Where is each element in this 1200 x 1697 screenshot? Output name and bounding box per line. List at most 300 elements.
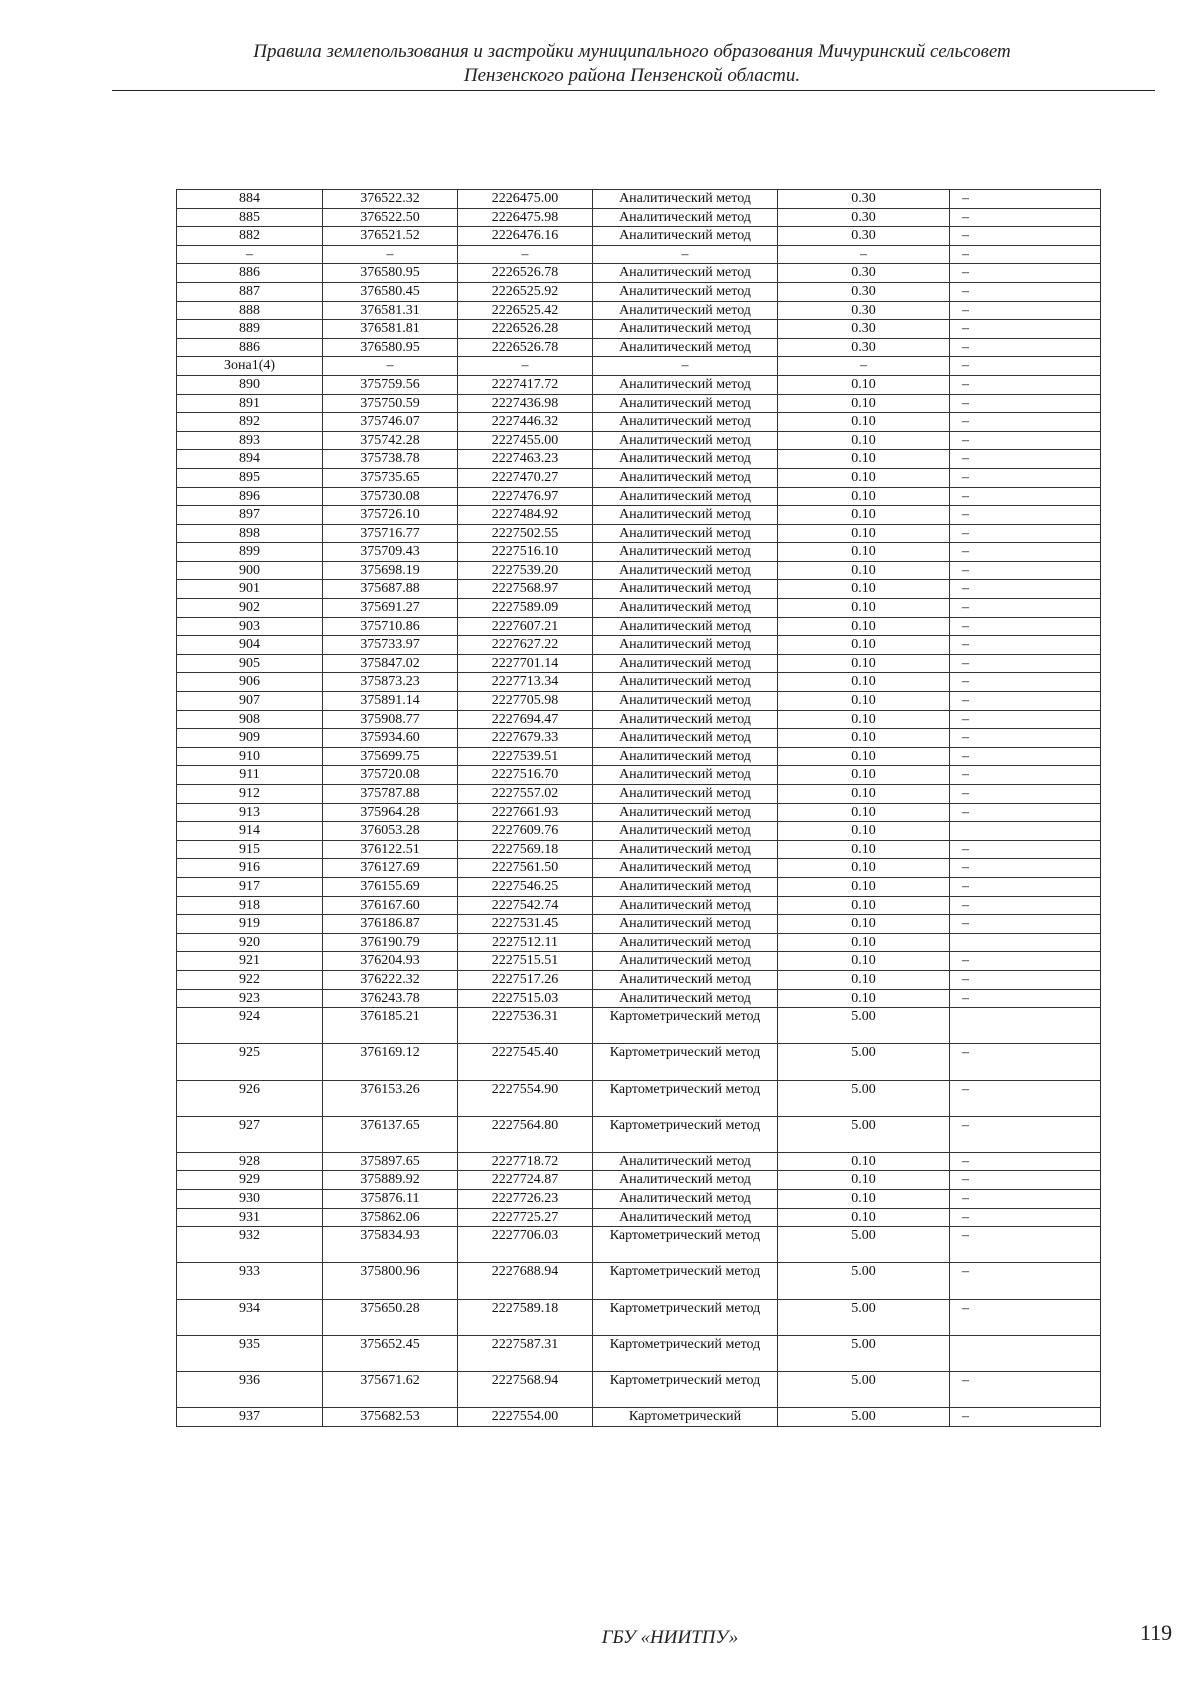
y-coordinate-cell: 2226475.00 bbox=[458, 190, 593, 209]
point-number-cell: 886 bbox=[177, 264, 323, 283]
method-cell: Аналитический метод bbox=[593, 840, 778, 859]
method-cell: Аналитический метод bbox=[593, 822, 778, 841]
x-coordinate-cell: 375733.97 bbox=[323, 636, 458, 655]
point-number-cell: 900 bbox=[177, 561, 323, 580]
table-row bbox=[177, 1227, 1101, 1263]
y-coordinate-cell: 2227701.14 bbox=[458, 654, 593, 673]
point-number-cell: 934 bbox=[177, 1299, 323, 1335]
method-cell: Аналитический метод bbox=[593, 524, 778, 543]
note-cell: – bbox=[950, 524, 1101, 543]
method-cell: Аналитический метод bbox=[593, 1208, 778, 1227]
note-cell: – bbox=[950, 1299, 1101, 1335]
y-coordinate-cell: 2227568.94 bbox=[458, 1372, 593, 1408]
accuracy-cell: 0.10 bbox=[778, 431, 950, 450]
y-coordinate-cell: 2227539.51 bbox=[458, 747, 593, 766]
point-number-cell: 931 bbox=[177, 1208, 323, 1227]
y-coordinate-cell: 2227502.55 bbox=[458, 524, 593, 543]
y-coordinate-cell: 2227679.33 bbox=[458, 729, 593, 748]
table-row bbox=[177, 375, 1101, 394]
y-coordinate-cell: 2227484.92 bbox=[458, 506, 593, 525]
accuracy-cell: 0.10 bbox=[778, 785, 950, 804]
accuracy-cell: 0.30 bbox=[778, 190, 950, 209]
y-coordinate-cell: 2227545.40 bbox=[458, 1044, 593, 1080]
point-number-cell: 911 bbox=[177, 766, 323, 785]
note-cell: – bbox=[950, 636, 1101, 655]
page-header bbox=[112, 40, 1152, 88]
note-cell: – bbox=[950, 654, 1101, 673]
method-cell: Аналитический метод bbox=[593, 803, 778, 822]
y-coordinate-cell: 2227455.00 bbox=[458, 431, 593, 450]
table-row bbox=[177, 227, 1101, 246]
x-coordinate-cell: 375891.14 bbox=[323, 692, 458, 711]
method-cell: Аналитический метод bbox=[593, 989, 778, 1008]
y-coordinate-cell: 2227569.18 bbox=[458, 840, 593, 859]
x-coordinate-cell: 376186.87 bbox=[323, 915, 458, 934]
y-coordinate-cell: 2227589.09 bbox=[458, 599, 593, 618]
y-coordinate-cell: 2227557.02 bbox=[458, 785, 593, 804]
note-cell: – bbox=[950, 245, 1101, 264]
point-number-cell: 903 bbox=[177, 617, 323, 636]
x-coordinate-cell: 376581.31 bbox=[323, 301, 458, 320]
y-coordinate-cell: 2227539.20 bbox=[458, 561, 593, 580]
method-cell: Аналитический метод bbox=[593, 413, 778, 432]
x-coordinate-cell: 375687.88 bbox=[323, 580, 458, 599]
note-cell bbox=[950, 1008, 1101, 1044]
x-coordinate-cell: 375800.96 bbox=[323, 1263, 458, 1299]
note-cell: – bbox=[950, 580, 1101, 599]
point-number-cell: 906 bbox=[177, 673, 323, 692]
accuracy-cell: 0.10 bbox=[778, 413, 950, 432]
note-cell: – bbox=[950, 227, 1101, 246]
point-number-cell: 933 bbox=[177, 1263, 323, 1299]
table-row bbox=[177, 654, 1101, 673]
accuracy-cell: 0.10 bbox=[778, 970, 950, 989]
method-cell: Аналитический метод bbox=[593, 729, 778, 748]
y-coordinate-cell: 2227694.47 bbox=[458, 710, 593, 729]
x-coordinate-cell: 375834.93 bbox=[323, 1227, 458, 1263]
method-cell: Картометрический метод bbox=[593, 1299, 778, 1335]
method-cell: Аналитический метод bbox=[593, 970, 778, 989]
x-coordinate-cell: 375699.75 bbox=[323, 747, 458, 766]
method-cell: Аналитический метод bbox=[593, 543, 778, 562]
x-coordinate-cell: 376169.12 bbox=[323, 1044, 458, 1080]
accuracy-cell: 0.10 bbox=[778, 468, 950, 487]
accuracy-cell: 5.00 bbox=[778, 1044, 950, 1080]
method-cell: Аналитический метод bbox=[593, 487, 778, 506]
table-row bbox=[177, 822, 1101, 841]
accuracy-cell: 0.30 bbox=[778, 264, 950, 283]
accuracy-cell: 0.10 bbox=[778, 1171, 950, 1190]
table-row bbox=[177, 933, 1101, 952]
point-number-cell: 907 bbox=[177, 692, 323, 711]
note-cell: – bbox=[950, 431, 1101, 450]
point-number-cell: 895 bbox=[177, 468, 323, 487]
table-row bbox=[177, 785, 1101, 804]
x-coordinate-cell: 376522.50 bbox=[323, 208, 458, 227]
note-cell: – bbox=[950, 208, 1101, 227]
point-number-cell: 919 bbox=[177, 915, 323, 934]
table-row bbox=[177, 282, 1101, 301]
y-coordinate-cell: 2227463.23 bbox=[458, 450, 593, 469]
accuracy-cell: 5.00 bbox=[778, 1263, 950, 1299]
note-cell: – bbox=[950, 617, 1101, 636]
accuracy-cell: 0.10 bbox=[778, 729, 950, 748]
x-coordinate-cell: 375698.19 bbox=[323, 561, 458, 580]
y-coordinate-cell: 2227546.25 bbox=[458, 877, 593, 896]
method-cell: Аналитический метод bbox=[593, 710, 778, 729]
point-number-cell: 928 bbox=[177, 1152, 323, 1171]
y-coordinate-cell: – bbox=[458, 245, 593, 264]
point-number-cell: 936 bbox=[177, 1372, 323, 1408]
y-coordinate-cell: 2227587.31 bbox=[458, 1335, 593, 1371]
accuracy-cell: 0.10 bbox=[778, 822, 950, 841]
point-number-cell: 901 bbox=[177, 580, 323, 599]
note-cell: – bbox=[950, 1190, 1101, 1209]
point-number-cell: 908 bbox=[177, 710, 323, 729]
note-cell: – bbox=[950, 1408, 1101, 1427]
y-coordinate-cell: 2227515.03 bbox=[458, 989, 593, 1008]
y-coordinate-cell: – bbox=[458, 357, 593, 376]
y-coordinate-cell: 2227688.94 bbox=[458, 1263, 593, 1299]
point-number-cell: 893 bbox=[177, 431, 323, 450]
method-cell: Аналитический метод bbox=[593, 747, 778, 766]
accuracy-cell: – bbox=[778, 357, 950, 376]
method-cell: Аналитический метод bbox=[593, 1152, 778, 1171]
x-coordinate-cell: 375876.11 bbox=[323, 1190, 458, 1209]
point-number-cell: 891 bbox=[177, 394, 323, 413]
note-cell: – bbox=[950, 729, 1101, 748]
table-row bbox=[177, 1263, 1101, 1299]
x-coordinate-cell: – bbox=[323, 357, 458, 376]
accuracy-cell: 0.10 bbox=[778, 673, 950, 692]
y-coordinate-cell: 2226525.92 bbox=[458, 282, 593, 301]
table-row bbox=[177, 524, 1101, 543]
method-cell: Аналитический метод bbox=[593, 468, 778, 487]
x-coordinate-cell: 375750.59 bbox=[323, 394, 458, 413]
y-coordinate-cell: 2227436.98 bbox=[458, 394, 593, 413]
point-number-cell: 929 bbox=[177, 1171, 323, 1190]
note-cell: – bbox=[950, 561, 1101, 580]
note-cell: – bbox=[950, 896, 1101, 915]
point-number-cell: 886 bbox=[177, 338, 323, 357]
table-row bbox=[177, 840, 1101, 859]
note-cell: – bbox=[950, 338, 1101, 357]
method-cell: Картометрический bbox=[593, 1408, 778, 1427]
method-cell: Аналитический метод bbox=[593, 375, 778, 394]
x-coordinate-cell: 375746.07 bbox=[323, 413, 458, 432]
accuracy-cell: 5.00 bbox=[778, 1372, 950, 1408]
method-cell: Аналитический метод bbox=[593, 264, 778, 283]
method-cell: Аналитический метод bbox=[593, 636, 778, 655]
y-coordinate-cell: 2227609.76 bbox=[458, 822, 593, 841]
y-coordinate-cell: 2227516.10 bbox=[458, 543, 593, 562]
method-cell: Картометрический метод bbox=[593, 1044, 778, 1080]
note-cell: – bbox=[950, 989, 1101, 1008]
table-row bbox=[177, 357, 1101, 376]
point-number-cell: 927 bbox=[177, 1116, 323, 1152]
point-number-cell: 902 bbox=[177, 599, 323, 618]
x-coordinate-cell: 376522.32 bbox=[323, 190, 458, 209]
x-coordinate-cell: 376155.69 bbox=[323, 877, 458, 896]
table-row bbox=[177, 710, 1101, 729]
x-coordinate-cell: 375682.53 bbox=[323, 1408, 458, 1427]
method-cell: Аналитический метод bbox=[593, 915, 778, 934]
method-cell: Аналитический метод bbox=[593, 877, 778, 896]
table-row bbox=[177, 599, 1101, 618]
note-cell: – bbox=[950, 859, 1101, 878]
y-coordinate-cell: 2227706.03 bbox=[458, 1227, 593, 1263]
y-coordinate-cell: 2227536.31 bbox=[458, 1008, 593, 1044]
accuracy-cell: 0.10 bbox=[778, 766, 950, 785]
point-number-cell: 914 bbox=[177, 822, 323, 841]
table-row bbox=[177, 1171, 1101, 1190]
point-number-cell: 926 bbox=[177, 1080, 323, 1116]
x-coordinate-cell: 376243.78 bbox=[323, 989, 458, 1008]
y-coordinate-cell: 2226526.78 bbox=[458, 264, 593, 283]
x-coordinate-cell: 376122.51 bbox=[323, 840, 458, 859]
x-coordinate-cell: 375908.77 bbox=[323, 710, 458, 729]
accuracy-cell: 5.00 bbox=[778, 1299, 950, 1335]
note-cell: – bbox=[950, 190, 1101, 209]
table-row bbox=[177, 766, 1101, 785]
note-cell: – bbox=[950, 301, 1101, 320]
x-coordinate-cell: 375759.56 bbox=[323, 375, 458, 394]
accuracy-cell: 0.10 bbox=[778, 915, 950, 934]
accuracy-cell: 0.10 bbox=[778, 599, 950, 618]
y-coordinate-cell: 2227554.90 bbox=[458, 1080, 593, 1116]
note-cell: – bbox=[950, 1372, 1101, 1408]
point-number-cell: 920 bbox=[177, 933, 323, 952]
note-cell: – bbox=[950, 1152, 1101, 1171]
table-row bbox=[177, 506, 1101, 525]
accuracy-cell: 0.10 bbox=[778, 877, 950, 896]
accuracy-cell: 0.10 bbox=[778, 952, 950, 971]
note-cell: – bbox=[950, 1227, 1101, 1263]
x-coordinate-cell: 375889.92 bbox=[323, 1171, 458, 1190]
point-number-cell: 912 bbox=[177, 785, 323, 804]
x-coordinate-cell: 375742.28 bbox=[323, 431, 458, 450]
point-number-cell: 889 bbox=[177, 320, 323, 339]
accuracy-cell: 5.00 bbox=[778, 1335, 950, 1371]
accuracy-cell: 0.30 bbox=[778, 338, 950, 357]
note-cell: – bbox=[950, 840, 1101, 859]
note-cell: – bbox=[950, 282, 1101, 301]
table-row bbox=[177, 190, 1101, 209]
accuracy-cell: 0.10 bbox=[778, 896, 950, 915]
y-coordinate-cell: 2227713.34 bbox=[458, 673, 593, 692]
table-row bbox=[177, 877, 1101, 896]
x-coordinate-cell: 376580.95 bbox=[323, 264, 458, 283]
point-number-cell: 930 bbox=[177, 1190, 323, 1209]
table-row bbox=[177, 692, 1101, 711]
x-coordinate-cell: 375897.65 bbox=[323, 1152, 458, 1171]
x-coordinate-cell: 375709.43 bbox=[323, 543, 458, 562]
table-row bbox=[177, 1335, 1101, 1371]
x-coordinate-cell: 375710.86 bbox=[323, 617, 458, 636]
page-number: 119 bbox=[1140, 1620, 1173, 1645]
table-row bbox=[177, 747, 1101, 766]
y-coordinate-cell: 2227512.11 bbox=[458, 933, 593, 952]
method-cell: Аналитический метод bbox=[593, 282, 778, 301]
y-coordinate-cell: 2226475.98 bbox=[458, 208, 593, 227]
method-cell: Аналитический метод bbox=[593, 208, 778, 227]
method-cell: – bbox=[593, 357, 778, 376]
x-coordinate-cell: 376521.52 bbox=[323, 227, 458, 246]
accuracy-cell: 0.10 bbox=[778, 747, 950, 766]
accuracy-cell: – bbox=[778, 245, 950, 264]
point-number-cell: 921 bbox=[177, 952, 323, 971]
y-coordinate-cell: 2227607.21 bbox=[458, 617, 593, 636]
point-number-cell: 913 bbox=[177, 803, 323, 822]
accuracy-cell: 0.30 bbox=[778, 208, 950, 227]
method-cell: Аналитический метод bbox=[593, 933, 778, 952]
accuracy-cell: 0.10 bbox=[778, 543, 950, 562]
method-cell: Аналитический метод bbox=[593, 766, 778, 785]
note-cell: – bbox=[950, 487, 1101, 506]
method-cell: Аналитический метод bbox=[593, 227, 778, 246]
method-cell: Аналитический метод bbox=[593, 952, 778, 971]
y-coordinate-cell: 2227705.98 bbox=[458, 692, 593, 711]
method-cell: Аналитический метод bbox=[593, 859, 778, 878]
point-number-cell: 925 bbox=[177, 1044, 323, 1080]
x-coordinate-cell: 375716.77 bbox=[323, 524, 458, 543]
note-cell: – bbox=[950, 506, 1101, 525]
y-coordinate-cell: 2227726.23 bbox=[458, 1190, 593, 1209]
y-coordinate-cell: 2226476.16 bbox=[458, 227, 593, 246]
note-cell bbox=[950, 933, 1101, 952]
point-number-cell: 888 bbox=[177, 301, 323, 320]
accuracy-cell: 0.10 bbox=[778, 1152, 950, 1171]
point-number-cell: 917 bbox=[177, 877, 323, 896]
point-number-cell: 915 bbox=[177, 840, 323, 859]
point-number-cell: 887 bbox=[177, 282, 323, 301]
note-cell: – bbox=[950, 320, 1101, 339]
table-row bbox=[177, 896, 1101, 915]
accuracy-cell: 0.10 bbox=[778, 487, 950, 506]
table-row bbox=[177, 580, 1101, 599]
x-coordinate-cell: 375847.02 bbox=[323, 654, 458, 673]
method-cell: Картометрический метод bbox=[593, 1372, 778, 1408]
method-cell: Аналитический метод bbox=[593, 320, 778, 339]
accuracy-cell: 0.10 bbox=[778, 1208, 950, 1227]
y-coordinate-cell: 2226526.28 bbox=[458, 320, 593, 339]
table-row bbox=[177, 1080, 1101, 1116]
y-coordinate-cell: 2227725.27 bbox=[458, 1208, 593, 1227]
coordinates-table bbox=[176, 189, 1101, 1427]
point-number-cell: 935 bbox=[177, 1335, 323, 1371]
accuracy-cell: 5.00 bbox=[778, 1408, 950, 1427]
note-cell: – bbox=[950, 747, 1101, 766]
accuracy-cell: 0.10 bbox=[778, 450, 950, 469]
point-number-cell: 892 bbox=[177, 413, 323, 432]
method-cell: Аналитический метод bbox=[593, 431, 778, 450]
table-row bbox=[177, 338, 1101, 357]
table-row bbox=[177, 1408, 1101, 1427]
coordinates-table-body bbox=[177, 190, 1101, 1427]
y-coordinate-cell: 2227718.72 bbox=[458, 1152, 593, 1171]
table-row bbox=[177, 413, 1101, 432]
x-coordinate-cell: 376580.45 bbox=[323, 282, 458, 301]
note-cell: – bbox=[950, 599, 1101, 618]
point-number-cell: 905 bbox=[177, 654, 323, 673]
table-row bbox=[177, 952, 1101, 971]
note-cell: – bbox=[950, 1171, 1101, 1190]
table-row bbox=[177, 989, 1101, 1008]
x-coordinate-cell: 375726.10 bbox=[323, 506, 458, 525]
note-cell: – bbox=[950, 766, 1101, 785]
note-cell: – bbox=[950, 692, 1101, 711]
note-cell: – bbox=[950, 877, 1101, 896]
header-line-2: Пензенского района Пензенской области. bbox=[463, 65, 801, 86]
accuracy-cell: 0.10 bbox=[778, 506, 950, 525]
note-cell: – bbox=[950, 413, 1101, 432]
method-cell: Картометрический метод bbox=[593, 1008, 778, 1044]
note-cell: – bbox=[950, 1080, 1101, 1116]
y-coordinate-cell: 2227542.74 bbox=[458, 896, 593, 915]
x-coordinate-cell: 375787.88 bbox=[323, 785, 458, 804]
note-cell: – bbox=[950, 915, 1101, 934]
method-cell: Аналитический метод bbox=[593, 896, 778, 915]
x-coordinate-cell: 375735.65 bbox=[323, 468, 458, 487]
point-number-cell: Зона1(4) bbox=[177, 357, 323, 376]
table-row bbox=[177, 1116, 1101, 1152]
x-coordinate-cell: 376580.95 bbox=[323, 338, 458, 357]
method-cell: Картометрический метод bbox=[593, 1116, 778, 1152]
x-coordinate-cell: 376190.79 bbox=[323, 933, 458, 952]
y-coordinate-cell: 2227476.97 bbox=[458, 487, 593, 506]
x-coordinate-cell: 375730.08 bbox=[323, 487, 458, 506]
note-cell: – bbox=[950, 710, 1101, 729]
method-cell: Аналитический метод bbox=[593, 599, 778, 618]
point-number-cell: 899 bbox=[177, 543, 323, 562]
note-cell: – bbox=[950, 1263, 1101, 1299]
x-coordinate-cell: 375873.23 bbox=[323, 673, 458, 692]
x-coordinate-cell: 376581.81 bbox=[323, 320, 458, 339]
x-coordinate-cell: 375964.28 bbox=[323, 803, 458, 822]
x-coordinate-cell: 376053.28 bbox=[323, 822, 458, 841]
method-cell: Аналитический метод bbox=[593, 394, 778, 413]
point-number-cell: 923 bbox=[177, 989, 323, 1008]
accuracy-cell: 0.10 bbox=[778, 636, 950, 655]
table-row bbox=[177, 543, 1101, 562]
table-row bbox=[177, 1044, 1101, 1080]
method-cell: Картометрический метод bbox=[593, 1263, 778, 1299]
table-row bbox=[177, 320, 1101, 339]
x-coordinate-cell: 375671.62 bbox=[323, 1372, 458, 1408]
note-cell: – bbox=[950, 264, 1101, 283]
point-number-cell: – bbox=[177, 245, 323, 264]
x-coordinate-cell: 375652.45 bbox=[323, 1335, 458, 1371]
table-row bbox=[177, 636, 1101, 655]
y-coordinate-cell: 2226526.78 bbox=[458, 338, 593, 357]
table-row bbox=[177, 915, 1101, 934]
note-cell bbox=[950, 822, 1101, 841]
note-cell: – bbox=[950, 450, 1101, 469]
table-row bbox=[177, 673, 1101, 692]
table-row bbox=[177, 1372, 1101, 1408]
x-coordinate-cell: 375720.08 bbox=[323, 766, 458, 785]
y-coordinate-cell: 2227516.70 bbox=[458, 766, 593, 785]
method-cell: Аналитический метод bbox=[593, 506, 778, 525]
point-number-cell: 909 bbox=[177, 729, 323, 748]
y-coordinate-cell: 2227561.50 bbox=[458, 859, 593, 878]
table-row bbox=[177, 561, 1101, 580]
point-number-cell: 882 bbox=[177, 227, 323, 246]
method-cell: Аналитический метод bbox=[593, 692, 778, 711]
note-cell: – bbox=[950, 1116, 1101, 1152]
method-cell: Аналитический метод bbox=[593, 673, 778, 692]
accuracy-cell: 0.30 bbox=[778, 320, 950, 339]
